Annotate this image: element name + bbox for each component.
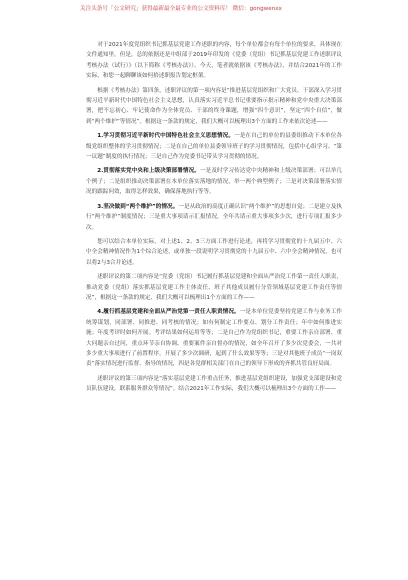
paragraph: [86, 237, 342, 268]
paragraph-heading: 3.坚决做到“两个维护”的情况。: [97, 203, 179, 210]
paragraph: [86, 272, 342, 303]
paragraph-text: 一是及时学习传达党中央精神和上级决策部署；可以举几个例子；二是组织推动决策部署在本单位落实落地的情况，举一两个典型例子；三是对决策部署落实情况的跟踪问效，取得怎样效果，确保落地执行等等。: [86, 168, 342, 196]
paragraph: [86, 86, 342, 128]
paragraph: [86, 40, 342, 82]
paragraph: [86, 202, 342, 233]
paragraph-heading: 1.学习贯彻习近平新时代中国特色社会主义思想情况。: [97, 133, 235, 140]
paragraph: [86, 374, 342, 395]
paragraph-text: 一是从政治的高度正确认识“两个维护”的思想自觉；二是建立及执行“两个维护”制度情况；三是重大事项请示汇报情况，全年共请示重大事项多少次，进行专项汇报多少次。: [86, 203, 342, 231]
paragraph-text: 根据《考核办法》第四条，述职评议的第一项内容是“推进基层党组织和广大党员、干部深入学习贯彻习近平新时代中国特色社会主义思想，认真落实习近平总书记重要指示批示精神和党中央重大决策部署，把不忘初心、牢记使命作为全体党员、干部的终身课题，增强“四个意识”，坚定“四个自信”，做到“两个维护”等情况”。根据这一条款的规定，我们大概可以梳理出3个方面的工作来依次论述——: [86, 87, 342, 125]
paragraph: [86, 131, 342, 162]
promo-banner: 关注头条号「公文研究」获得最新最全最专业的公文资料库！ 微信：gongwenxx: [80, 4, 400, 15]
paragraph: [86, 307, 342, 369]
paragraph-heading: 4.履行抓基层党建和全面从严治党第一责任人职责情况。: [97, 309, 240, 316]
paragraph-text: 对于2021年度党组织书记抓基层党建工作述职的内容，每个单位都会有每个单位的要求，具体现在文件通知里。但是，总的依据还是中组部于2019年印发的《党委（党组）书记抓基层党建工作述职评议考核办法（试行）》（以下简称《考核办法》）。今天，笔者就依据该《考核办法》，并结合2021年的工作实际，和您一起聊聊该如何拾述职报告划定框架。: [86, 42, 342, 80]
document-body: [86, 40, 342, 399]
paragraph-text: 一是在自己的单位的县委组推动下本单位各级党组织整体的学习贯彻情况；二是在自己的单位县委领导班子的学习贯彻情况，包括中心组学习、“第一议题”制度的执行情况；三是自己作为党委书记带头学习贯彻的情况。: [86, 133, 342, 161]
paragraph-text: 您可以结合本单位实际，对上述1、2、3三方面工作进行论述，再将学习贯彻党的十九届五中、六中全会精神情况作为1个综合论述，或单独一段说明学习贯彻党的十九届五中、六中全会精神情况，也可以将2与3合并论述。: [86, 238, 342, 266]
paragraph-text: 述职评议的第二项内容是“党委（党组）书记履行抓基层党建和全面从严治党工作第一责任人职责，推动党委（党组）落实抓基层党建工作主体责任、班子其他成员履行分管领域基层党建工作责任等情况”，根据这一条款的规定，我们大概可以梳理出1个方面的工作——: [86, 274, 342, 301]
paragraph-text: 述职评议的第三项内容是“落实基层党建工作重点任务，推进基层党组织建设，加强党支部建设和党员队伍建设，联系服务群众等情况”。结合2021年工作实际，我们大概可以梳理出3个方面的工作——: [86, 375, 342, 393]
paragraph-heading: 2.贯彻落实党中央和上级决策部署情况。: [97, 168, 200, 175]
paragraph: [86, 166, 342, 197]
paragraph-text: 一是本单位党委坚持党建工作与业务工作统筹谋划，同部署、同推进、同考核的情况；如有何制定工作要点、划分工作责任；年中如何推进实施；年度考评时如何开展。考评结果如何运用等等；二是自己作为党组织书记，重要工作亲自部署、重大问题亲自过问，重点环节亲自协调、重要案件亲自督办的情况，如全年召开了多少次党委会，一共对多少重大事项进行了前置程序，开展了多少次调研，起到了什么效果等等；三是对其他班子成员“一岗双责”落实情况进行监督、指导的情况，四是各党群相关部门在自己的领导下形成的齐抓共管良好局面。: [86, 309, 342, 368]
